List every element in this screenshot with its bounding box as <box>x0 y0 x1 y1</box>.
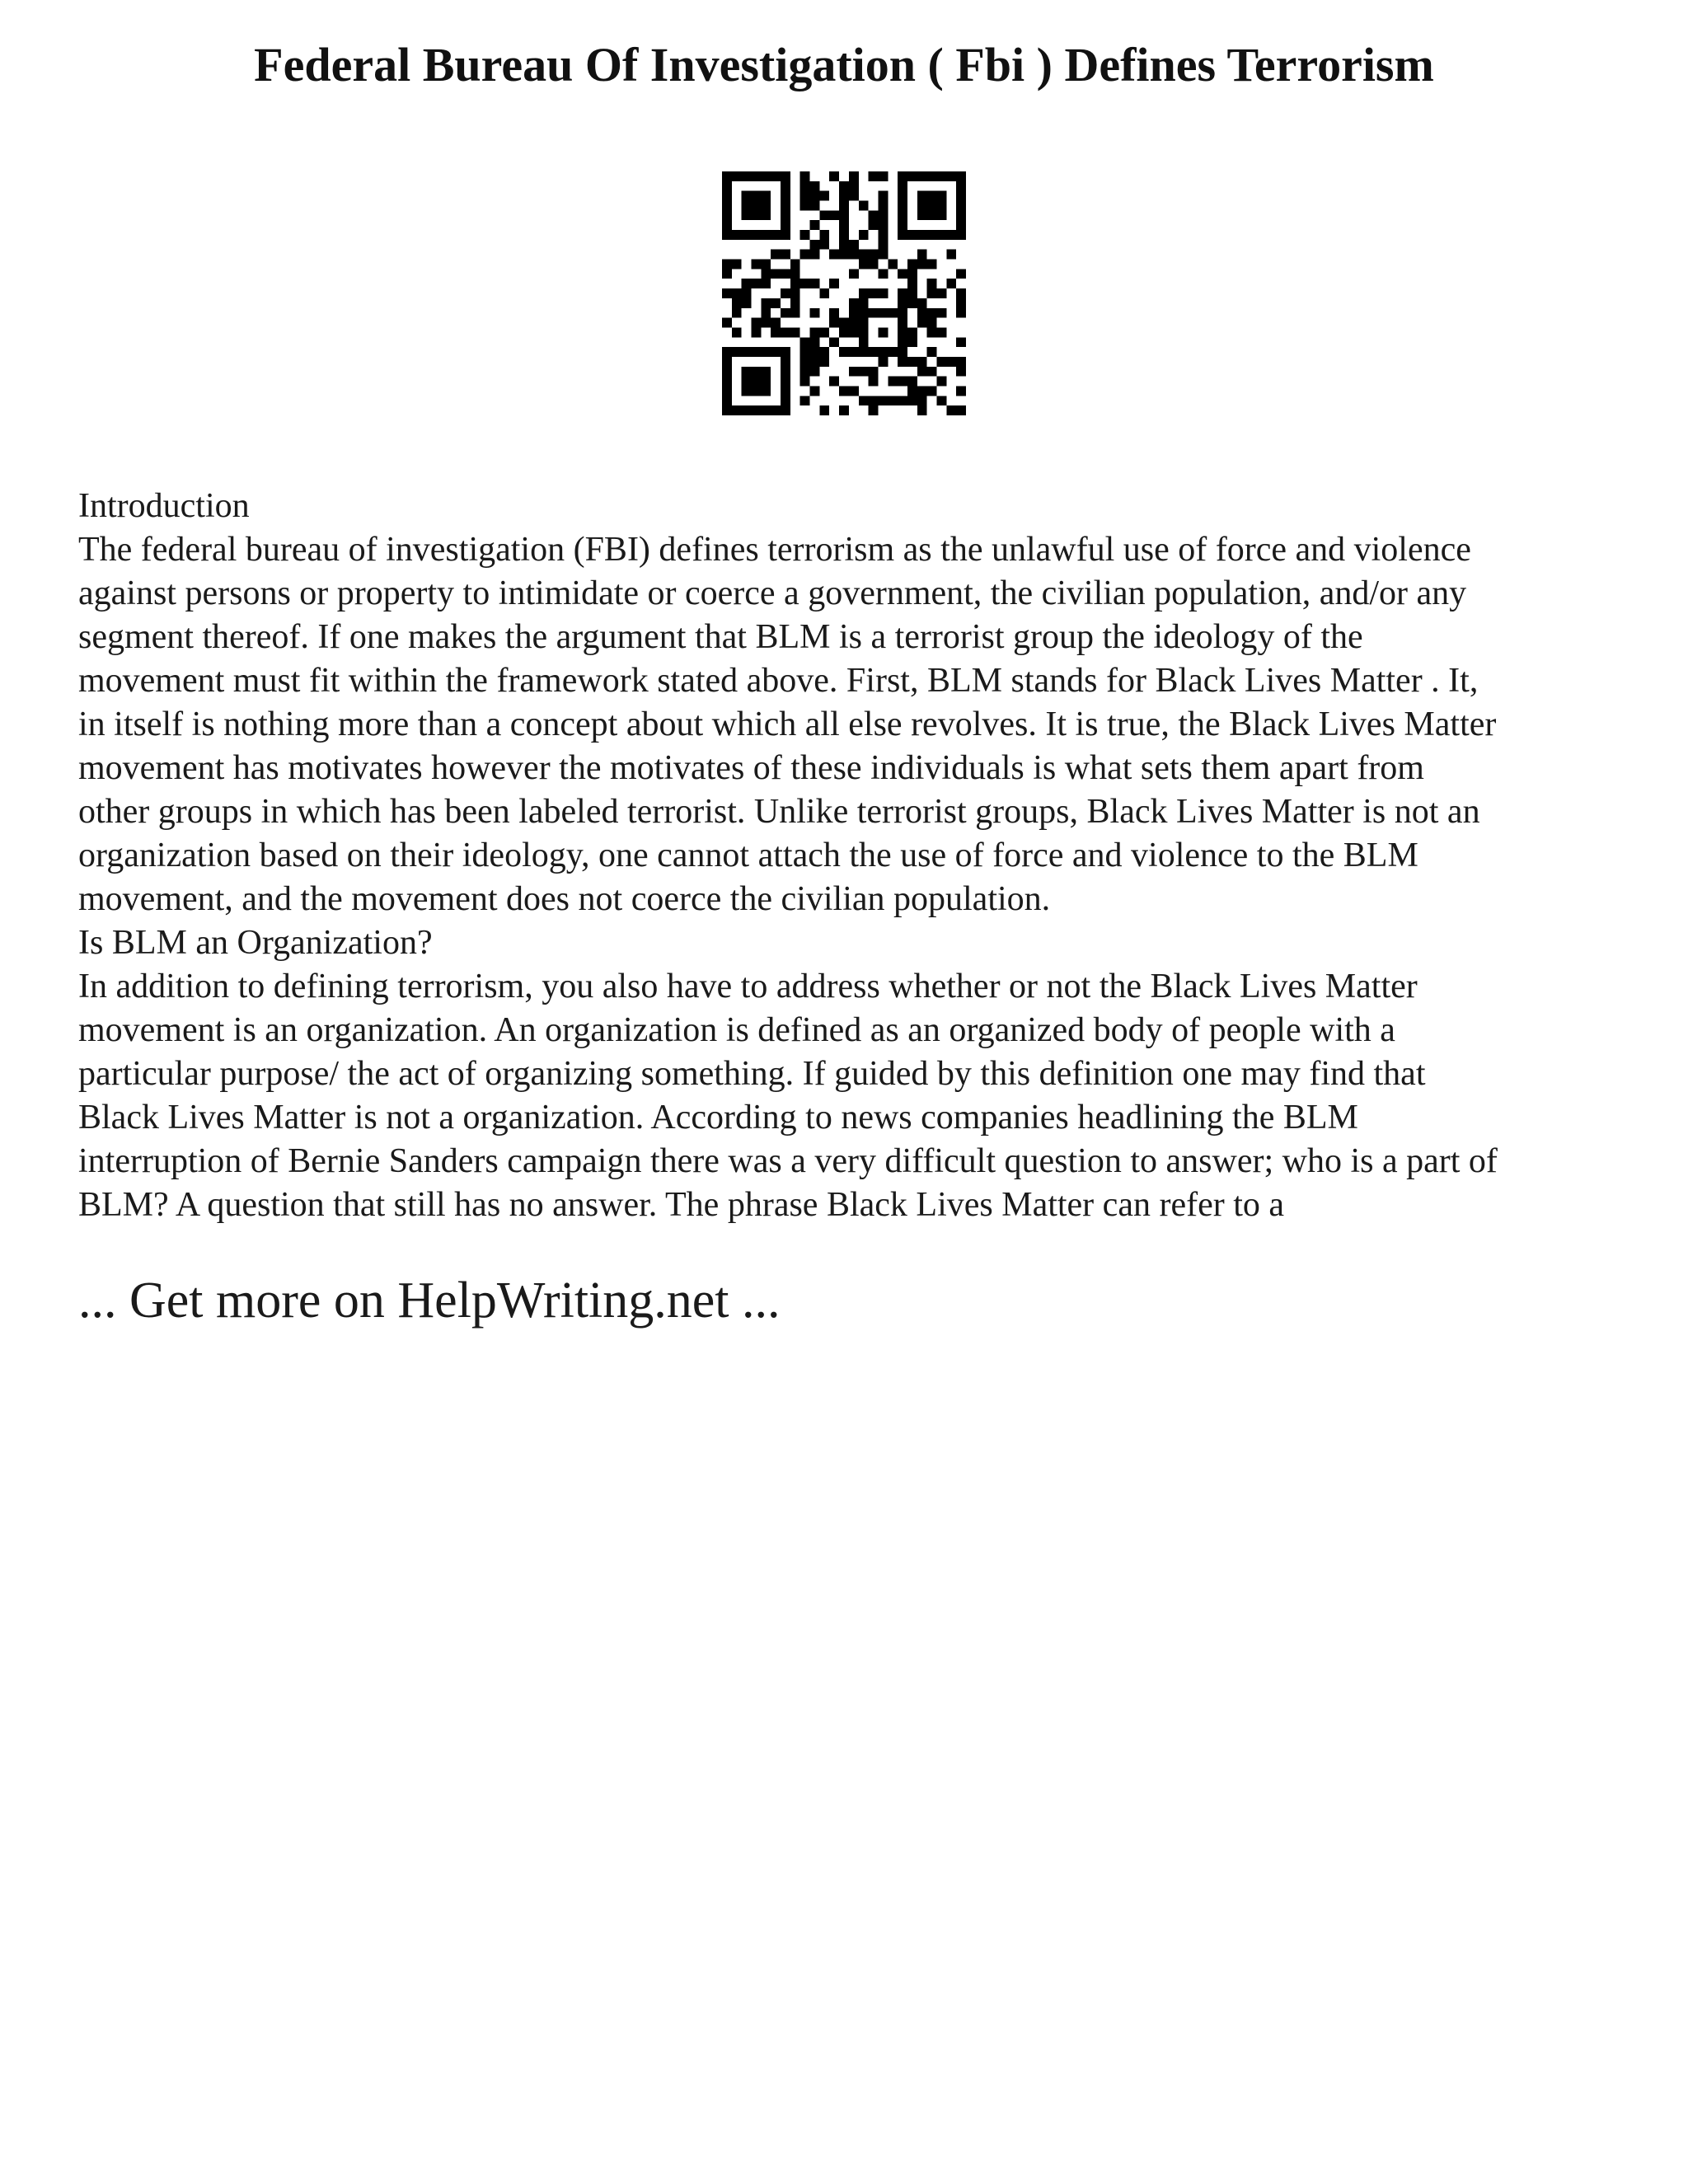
body-line: organization based on their ideology, one cannot attach the use of force and violence to the BLM <box>78 837 1418 874</box>
section-heading-introduction: Introduction <box>78 487 250 525</box>
document-title: Federal Bureau Of Investigation ( Fbi ) Defines Terrorism <box>254 38 1434 91</box>
body-line: movement has motivates however the motivates of these individuals is what sets them apart from <box>78 749 1424 787</box>
body-line: interruption of Bernie Sanders campaign there was a very difficult question to answer; who is a part of <box>78 1142 1498 1180</box>
body-line: segment thereof. If one makes the argument that BLM is a terrorist group the ideology of the <box>78 618 1363 656</box>
body-line: Black Lives Matter is not a organization. According to news companies headlining the BLM <box>78 1099 1358 1137</box>
body-line: in itself is nothing more than a concept about which all else revolves. It is true, the Black Lives Matter <box>78 705 1497 743</box>
body-line: particular purpose/ the act of organizing something. If guided by this definition one may find that <box>78 1055 1426 1093</box>
document-body <box>78 485 1661 1227</box>
body-line: other groups in which has been labeled terrorist. Unlike terrorist groups, Black Lives Matter is not an <box>78 793 1480 831</box>
get-more-link[interactable]: ... Get more on HelpWriting.net ... <box>78 1272 781 1329</box>
body-line: The federal bureau of investigation (FBI) defines terrorism as the unlawful use of force and violence <box>78 531 1471 569</box>
body-line: movement is an organization. An organization is defined as an organized body of people with a <box>78 1011 1395 1049</box>
body-line: movement must fit within the framework stated above. First, BLM stands for Black Lives Matter . It, <box>78 662 1479 700</box>
body-line: against persons or property to intimidate or coerce a government, the civilian population, and/or any <box>78 574 1467 612</box>
body-line: movement, and the movement does not coerce the civilian population. <box>78 880 1051 918</box>
qr-code-icon <box>722 171 966 415</box>
section-heading-organization: Is BLM an Organization? <box>78 924 433 962</box>
body-line: In addition to defining terrorism, you also have to address whether or not the Black Lives Matter <box>78 968 1418 1005</box>
body-line: BLM? A question that still has no answer. The phrase Black Lives Matter can refer to a <box>78 1186 1285 1224</box>
